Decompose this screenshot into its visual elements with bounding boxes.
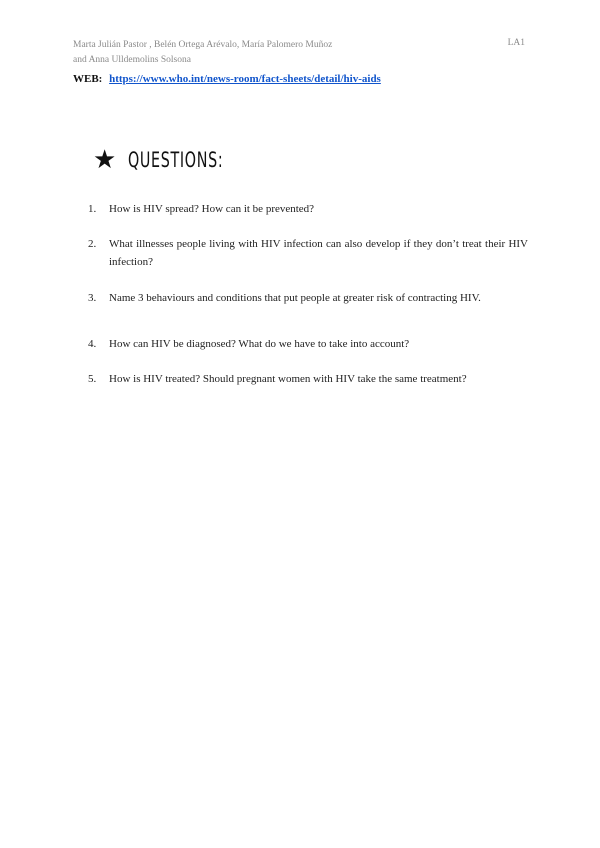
- question-text: How can HIV be diagnosed? What do we have to take into account?: [109, 338, 410, 350]
- authors-line-1: Marta Julián Pastor , Belén Ortega Arévalo, María Palomero Muñoz: [73, 40, 333, 50]
- authors-line-2: and Anna Ulldemolins Solsona: [73, 55, 191, 65]
- question-number: 2.: [88, 238, 97, 250]
- web-link[interactable]: https://www.who.int/news-room/fact-sheets/detail/hiv-aids: [109, 73, 381, 85]
- question-item-5: [88, 370, 528, 388]
- question-text: Name 3 behaviours and conditions that put people at greater risk of contracting HIV.: [109, 292, 481, 304]
- question-item-3: [88, 289, 528, 307]
- header-code: LA1: [507, 38, 525, 48]
- question-number: 1.: [88, 203, 97, 215]
- header-authors: [73, 38, 433, 68]
- question-number: 3.: [88, 292, 97, 304]
- question-item-2: [88, 235, 528, 271]
- question-text: How is HIV spread? How can it be prevented?: [109, 203, 315, 215]
- questions-list: [88, 200, 528, 388]
- question-number: 5.: [88, 373, 97, 385]
- question-text: How is HIV treated? Should pregnant women with HIV take the same treatment?: [109, 373, 467, 385]
- question-item-4: [88, 335, 528, 353]
- question-item-1: [88, 200, 528, 218]
- web-line: [73, 73, 381, 85]
- question-text: What illnesses people living with HIV infection can also develop if they don’t treat their HIV infection?: [109, 238, 528, 268]
- web-label: WEB:: [73, 73, 103, 85]
- questions-title: QUESTIONS:: [128, 148, 224, 172]
- questions-heading: [93, 147, 268, 173]
- star-icon: ★: [93, 145, 117, 174]
- question-number: 4.: [88, 338, 97, 350]
